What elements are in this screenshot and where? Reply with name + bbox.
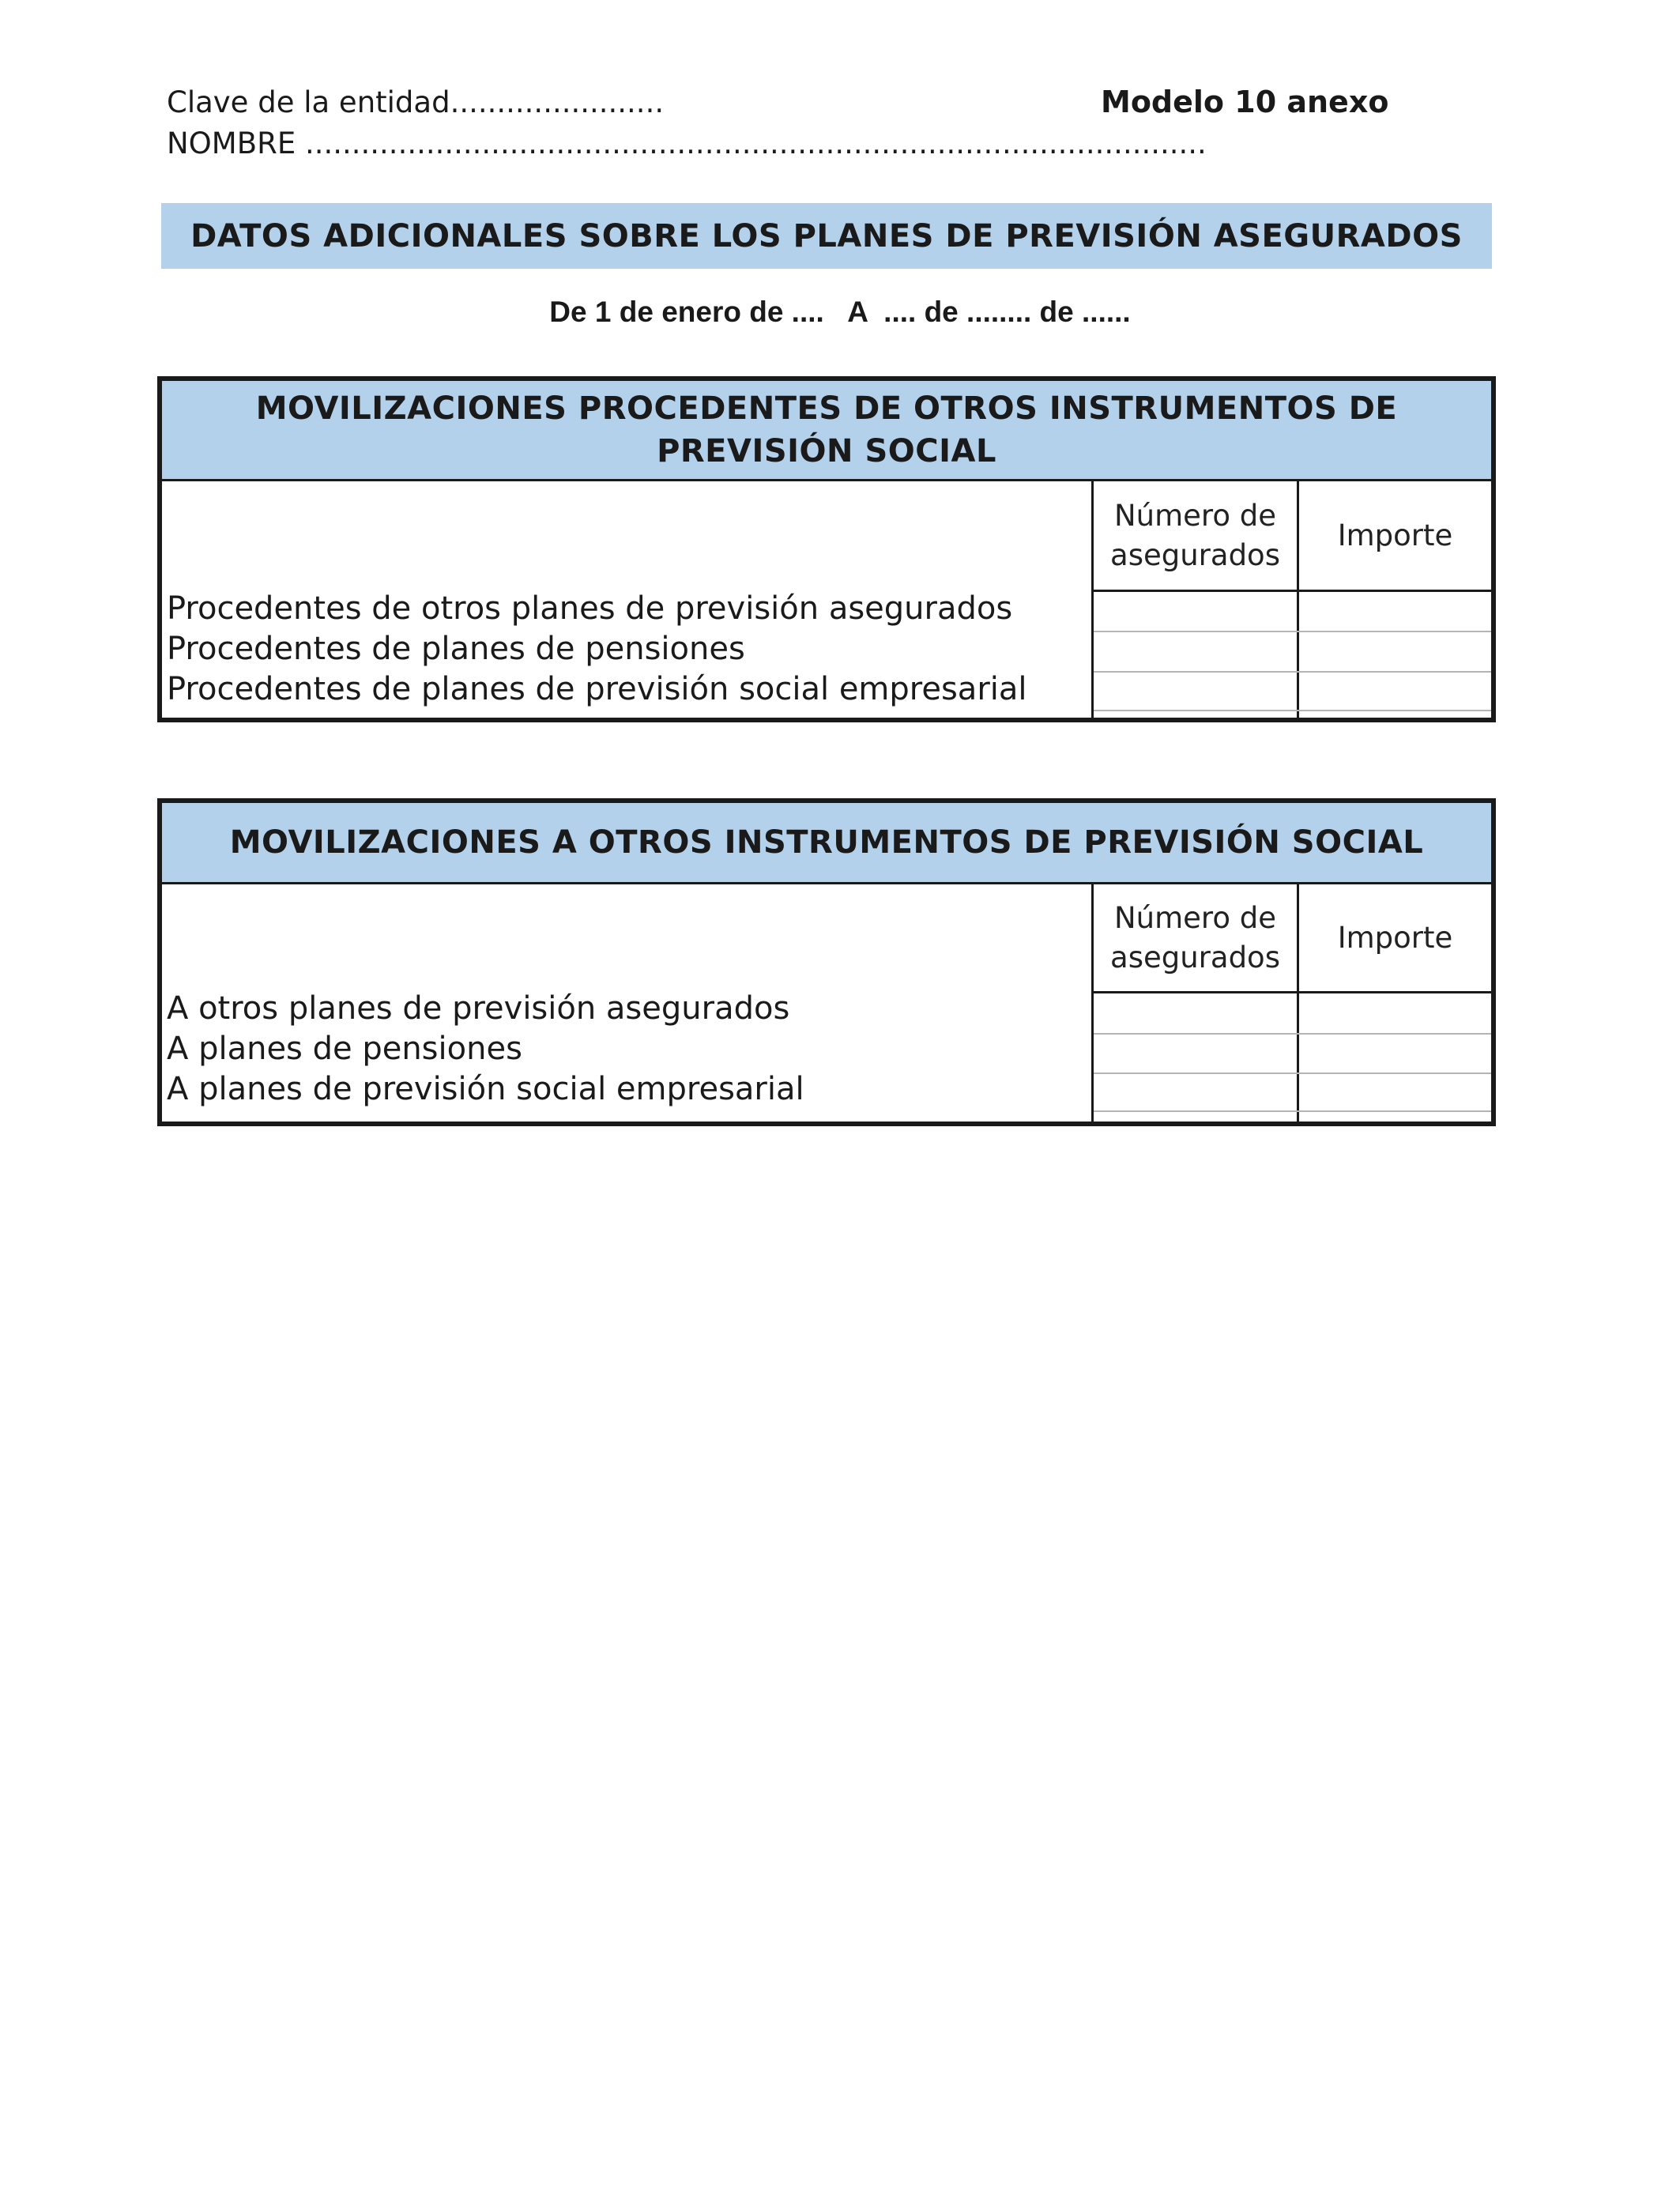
table-outgoing-heading: MOVILIZACIONES A OTROS INSTRUMENTOS DE PREVISIÓN SOCIAL	[162, 803, 1491, 884]
table-outgoing-transfers	[157, 798, 1496, 1126]
row-label: A planes de pensiones	[167, 1031, 522, 1067]
entity-key-line: Clave de la entidad.......................	[167, 85, 665, 119]
column-header-count: Número de asegurados	[1110, 498, 1280, 572]
row-label: Procedentes de planes de pensiones	[167, 631, 745, 667]
cell-rule	[1094, 671, 1491, 673]
cell-rule	[1094, 1072, 1491, 1074]
model-label: Modelo 10 anexo	[1101, 85, 1389, 119]
cell-rule	[1094, 1033, 1491, 1035]
row-label: A planes de previsión social empresarial	[167, 1071, 804, 1107]
table-incoming-transfers	[157, 376, 1496, 722]
row-label: Procedentes de otros planes de previsión asegurados	[167, 590, 1013, 627]
period-line: De 1 de enero de .... A .... de ........ de ......	[549, 296, 1131, 328]
column-header-amount: Importe	[1337, 920, 1453, 955]
table-incoming-heading: MOVILIZACIONES PROCEDENTES DE OTROS INSTRUMENTOS DE PREVISIÓN SOCIAL	[162, 381, 1491, 481]
cell-rule	[1094, 710, 1491, 711]
column-header-count: Número de asegurados	[1110, 900, 1280, 974]
column-header-amount: Importe	[1337, 518, 1453, 552]
column-header-rule	[1091, 991, 1491, 993]
name-line: NOMBRE .................................................................................................	[167, 126, 1207, 160]
cell-rule	[1094, 631, 1491, 632]
row-label: Procedentes de planes de previsión social empresarial	[167, 671, 1027, 707]
document-title: DATOS ADICIONALES SOBRE LOS PLANES DE PREVISIÓN ASEGURADOS	[161, 203, 1492, 269]
row-label: A otros planes de previsión asegurados	[167, 990, 790, 1027]
column-header-rule	[1091, 590, 1491, 592]
cell-rule	[1094, 1110, 1491, 1112]
